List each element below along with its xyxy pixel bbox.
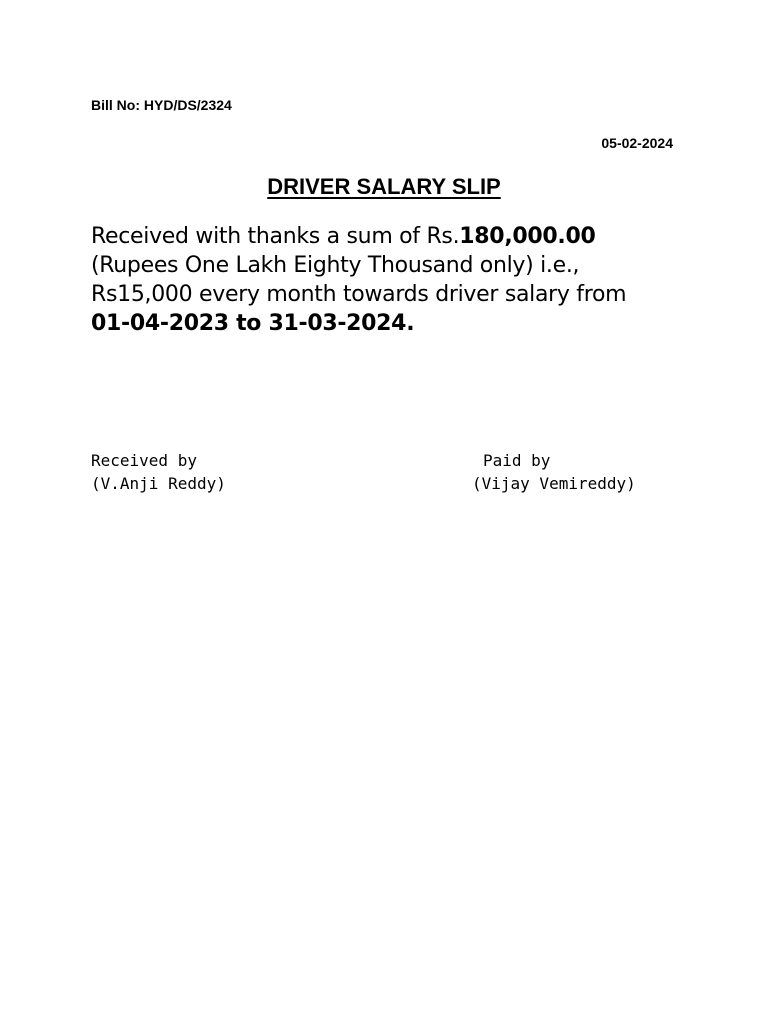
amount-value: 180,000.00 [459, 224, 596, 249]
received-by-block [91, 449, 226, 495]
receipt-statement [91, 222, 691, 338]
salary-period: 01-04-2023 to 31-03-2024. [91, 311, 415, 336]
paid-by-label: Paid by [483, 451, 551, 470]
statement-line-1 [91, 222, 691, 251]
received-by-name: (V.Anji Reddy) [91, 474, 226, 493]
received-by-label: Received by [91, 451, 197, 470]
bill-number: Bill No: HYD/DS/2324 [91, 97, 232, 113]
slip-date: 05-02-2024 [601, 135, 673, 151]
statement-prefix: Received with thanks a sum of Rs. [91, 224, 460, 249]
document-title: DRIVER SALARY SLIP [267, 174, 501, 199]
statement-line-3: Rs15,000 every month towards driver salary from [91, 282, 627, 307]
statement-line-2: (Rupees One Lakh Eighty Thousand only) i.e., [91, 253, 580, 278]
paid-by-name: (Vijay Vemireddy) [472, 474, 636, 493]
paid-by-block [472, 449, 636, 495]
